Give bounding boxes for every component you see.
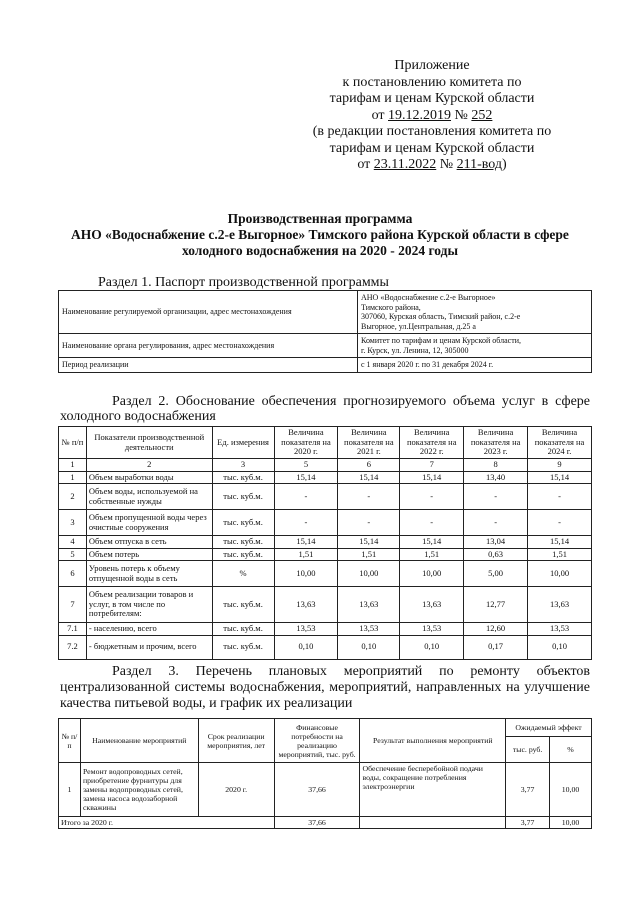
value-line: Комитет по тарифам и ценам Курской области, xyxy=(361,336,521,345)
result-cell: Обеспечение бесперебойной подачи воды, сокращение потребления электроэнергии xyxy=(360,763,506,817)
table-row xyxy=(59,484,592,510)
value-cell: 15,14 xyxy=(274,471,338,484)
table-row xyxy=(59,510,592,536)
column-header: Наименование мероприятий xyxy=(80,719,198,763)
appendix-line: тарифам и ценам Курской области xyxy=(329,140,535,156)
total-label: Итого за 2020 г. xyxy=(59,817,275,829)
unit-cell: тыс. куб.м. xyxy=(212,484,274,510)
title-line: АНО «Водоснабжение с.2-е Выгорное» Тимского района Курской области в сфере xyxy=(71,227,569,242)
document-title xyxy=(40,211,600,259)
revision-date: 23.11.2022 xyxy=(373,157,437,172)
section-2-heading: Раздел 2. Обоснование обеспечения прогнозируемого объема услуг в сфере холодного водоснабжения xyxy=(60,394,590,424)
row-number: 1 xyxy=(59,471,87,484)
appendix-line xyxy=(282,157,582,174)
indicators-table xyxy=(58,426,592,660)
passport-value xyxy=(358,334,592,358)
table-row xyxy=(59,291,592,334)
column-header: % xyxy=(550,737,592,763)
column-header: Ед. измерения xyxy=(212,427,274,459)
value-line: г. Курск, ул. Ленина, 12, 305000 xyxy=(361,345,469,355)
appendix-line: (в редакции постановления комитета по xyxy=(312,124,552,139)
value-cell: 10,00 xyxy=(274,561,338,587)
empty-cell xyxy=(360,817,506,829)
indicator-name: Объем пропущенной воды через очистные сооружения xyxy=(86,510,212,536)
unit-cell: тыс. куб.м. xyxy=(212,587,274,623)
unit-cell: тыс. куб.м. xyxy=(212,510,274,536)
value-cell: 0,10 xyxy=(338,635,400,659)
column-number: 2 xyxy=(86,459,212,472)
table-row xyxy=(59,561,592,587)
value-cell: 0,10 xyxy=(274,635,338,659)
table-row xyxy=(59,536,592,549)
indicator-name: Объем выработки воды xyxy=(86,471,212,484)
value-cell: 15,14 xyxy=(274,536,338,549)
value-cell: - xyxy=(528,510,592,536)
text-fragment: № xyxy=(451,107,472,123)
value-cell: 15,14 xyxy=(338,471,400,484)
row-number: 7.2 xyxy=(59,635,87,659)
value-cell: 0,10 xyxy=(528,635,592,659)
column-header: № п/п xyxy=(59,719,81,763)
value-cell: 5,00 xyxy=(464,561,528,587)
column-number: 6 xyxy=(338,459,400,472)
total-finance: 37,66 xyxy=(274,817,360,829)
appendix-line: к постановлению комитета по xyxy=(342,74,522,90)
passport-value xyxy=(358,291,592,334)
column-header: Финансовые потребности на реализацию мероприятий, тыс. руб. xyxy=(274,719,360,763)
column-header: Величина показателя на 2024 г. xyxy=(528,427,592,459)
value-cell: 1,51 xyxy=(528,548,592,561)
indicator-name: Уровень потерь к объему отпущенной воды в сеть xyxy=(86,561,212,587)
row-number: 6 xyxy=(59,561,87,587)
column-number-row xyxy=(59,459,592,472)
activity-name: Ремонт водопроводных сетей, приобретение фурнитуры для замены водопроводных сетей, замена насоса водозаборной скважины xyxy=(80,763,198,817)
value-cell: - xyxy=(464,510,528,536)
table-row xyxy=(59,548,592,561)
value-line: Тимского района, xyxy=(361,302,421,312)
table-row xyxy=(59,763,592,817)
value-cell: 13,53 xyxy=(400,623,464,636)
appendix-line: тарифам и ценам Курской области xyxy=(329,91,535,106)
column-number: 8 xyxy=(464,459,528,472)
value-cell: - xyxy=(338,484,400,510)
column-number: 1 xyxy=(59,459,87,472)
value-cell: 10,00 xyxy=(528,561,592,587)
row-number: 4 xyxy=(59,536,87,549)
indicator-name: Объем потерь xyxy=(86,548,212,561)
column-header: тыс. руб. xyxy=(506,737,550,763)
section-1-heading: Раздел 1. Паспорт производственной программы xyxy=(98,275,389,290)
title-line: Производственная программа xyxy=(227,211,413,226)
value-cell: - xyxy=(528,484,592,510)
table-row xyxy=(59,471,592,484)
appendix-line: Приложение xyxy=(394,58,470,73)
text-fragment: ) xyxy=(502,157,507,172)
table-header-row xyxy=(59,427,592,459)
title-line: холодного водоснабжения на 2020 - 2024 годы xyxy=(182,243,458,258)
value-cell: 13,63 xyxy=(274,587,338,623)
row-number: 7.1 xyxy=(59,623,87,636)
indicator-name: - бюджетным и прочим, всего xyxy=(86,635,212,659)
value-cell: 15,14 xyxy=(400,471,464,484)
column-header: Показатели производственной деятельности xyxy=(86,427,212,459)
value-cell: 15,14 xyxy=(400,536,464,549)
column-header: Величина показателя на 2022 г. xyxy=(400,427,464,459)
value-cell: 1,51 xyxy=(338,548,400,561)
section-3-heading: Раздел 3. Перечень плановых мероприятий по ремонту объектов централизованной системы водоснабжения, мероприятий, направленных на улучшение качества питьевой воды, и график их реализации xyxy=(60,664,590,711)
value-cell: 12,77 xyxy=(464,587,528,623)
total-effect-pct: 10,00 xyxy=(550,817,592,829)
value-cell: 13,63 xyxy=(528,587,592,623)
value-cell: - xyxy=(464,484,528,510)
unit-cell: тыс. куб.м. xyxy=(212,536,274,549)
value-cell: 15,14 xyxy=(528,471,592,484)
table-row xyxy=(59,623,592,636)
value-cell: - xyxy=(274,484,338,510)
column-header: Величина показателя на 2023 г. xyxy=(464,427,528,459)
appendix-header xyxy=(282,58,582,174)
value-cell: 13,53 xyxy=(274,623,338,636)
value-cell: 10,00 xyxy=(338,561,400,587)
unit-cell: тыс. куб.м. xyxy=(212,635,274,659)
total-effect-rub: 3,77 xyxy=(506,817,550,829)
value-cell: 15,14 xyxy=(528,536,592,549)
revision-number: 211-вод xyxy=(456,157,502,172)
indicator-name: Объем реализации товаров и услуг, в том числе по потребителям: xyxy=(86,587,212,623)
indicator-name: - населению, всего xyxy=(86,623,212,636)
value-cell: 0,63 xyxy=(464,548,528,561)
value-cell: 13,53 xyxy=(528,623,592,636)
table-row xyxy=(59,334,592,358)
value-cell: - xyxy=(274,510,338,536)
column-header: № п/п xyxy=(59,427,87,459)
unit-cell: % xyxy=(212,561,274,587)
effect-pct-cell: 10,00 xyxy=(550,763,592,817)
row-number: 1 xyxy=(59,763,81,817)
table-header-row xyxy=(59,719,592,737)
passport-table xyxy=(58,290,592,373)
value-line: с 1 января 2020 г. по 31 декабря 2024 г. xyxy=(361,360,494,369)
row-number: 2 xyxy=(59,484,87,510)
value-cell: 13,40 xyxy=(464,471,528,484)
unit-cell: тыс. куб.м. xyxy=(212,623,274,636)
text-fragment: № xyxy=(436,157,457,172)
passport-label: Наименование органа регулирования, адрес местонахождения xyxy=(59,334,358,358)
value-cell: 13,04 xyxy=(464,536,528,549)
value-cell: 15,14 xyxy=(338,536,400,549)
value-cell: - xyxy=(338,510,400,536)
value-line: АНО «Водоснабжение с.2-е Выгорное» xyxy=(361,293,496,302)
value-cell: - xyxy=(400,484,464,510)
column-header: Величина показателя на 2021 г. xyxy=(338,427,400,459)
decree-date: 19.12.2019 xyxy=(388,107,452,123)
column-header: Результат выполнения мероприятий xyxy=(360,719,506,763)
value-cell: 10,00 xyxy=(400,561,464,587)
value-cell: 1,51 xyxy=(400,548,464,561)
activities-table xyxy=(58,718,592,829)
value-cell: 13,63 xyxy=(338,587,400,623)
term-cell: 2020 г. xyxy=(198,763,274,817)
passport-label: Период реализации xyxy=(59,358,358,373)
decree-number: 252 xyxy=(471,107,493,123)
text-fragment: от xyxy=(357,157,374,172)
column-number: 3 xyxy=(212,459,274,472)
row-number: 7 xyxy=(59,587,87,623)
unit-cell: тыс. куб.м. xyxy=(212,471,274,484)
appendix-line xyxy=(282,108,582,125)
table-row xyxy=(59,635,592,659)
value-cell: 0,17 xyxy=(464,635,528,659)
value-cell: 12,60 xyxy=(464,623,528,636)
indicator-name: Объем воды, используемой на собственные нужды xyxy=(86,484,212,510)
row-number: 3 xyxy=(59,510,87,536)
value-line: 307060, Курская область, Тимский район, с.2-е xyxy=(361,312,521,321)
column-header: Величина показателя на 2020 г. xyxy=(274,427,338,459)
column-header: Срок реализации мероприятия, лет xyxy=(198,719,274,763)
table-row xyxy=(59,587,592,623)
text-fragment: от xyxy=(371,107,389,123)
column-number: 9 xyxy=(528,459,592,472)
passport-label: Наименование регулируемой организации, адрес местонахождения xyxy=(59,291,358,334)
effect-rub-cell: 3,77 xyxy=(506,763,550,817)
value-cell: 13,53 xyxy=(338,623,400,636)
value-cell: 1,51 xyxy=(274,548,338,561)
value-cell: - xyxy=(400,510,464,536)
value-cell: 0,10 xyxy=(400,635,464,659)
column-number: 7 xyxy=(400,459,464,472)
row-number: 5 xyxy=(59,548,87,561)
value-cell: 13,63 xyxy=(400,587,464,623)
unit-cell: тыс. куб.м. xyxy=(212,548,274,561)
value-line: Выгорное, ул.Центральная, д.25 а xyxy=(361,321,476,331)
indicator-name: Объем отпуска в сеть xyxy=(86,536,212,549)
table-row xyxy=(59,358,592,373)
column-number: 5 xyxy=(274,459,338,472)
passport-value xyxy=(358,358,592,373)
column-header: Ожидаемый эффект xyxy=(506,719,592,737)
table-total-row xyxy=(59,817,592,829)
finance-cell: 37,66 xyxy=(274,763,360,817)
